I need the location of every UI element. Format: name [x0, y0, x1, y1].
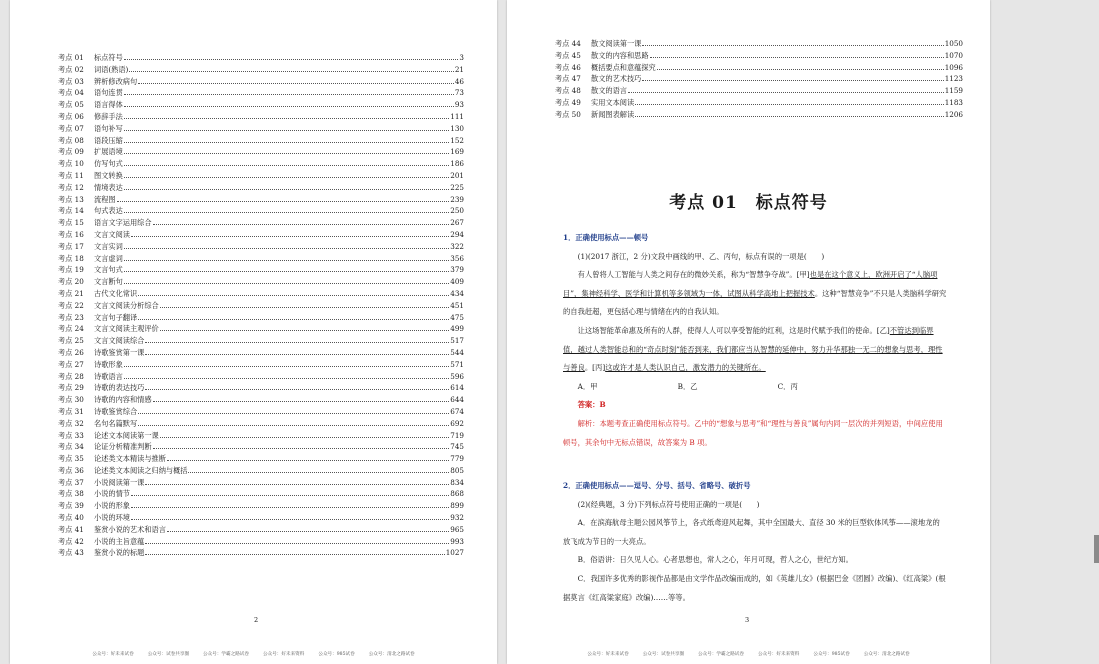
toc-entry-key: 考点 37	[58, 477, 84, 487]
toc-entry-key: 考点 31	[58, 406, 84, 416]
page-footer	[10, 651, 497, 657]
toc-entry-title: 标点符号	[94, 53, 123, 62]
answer: 答案：B	[577, 400, 606, 410]
toc-leader-dots	[153, 223, 450, 225]
toc-entry-page: 1050	[944, 39, 963, 48]
toc-entry-title: 流程图	[94, 194, 116, 204]
toc-entry-title: 文言文阅读综合	[94, 336, 145, 346]
toc-entry-title: 文言实词	[94, 241, 123, 251]
toc-leader-dots	[124, 377, 450, 379]
toc-entry-title: 文言虚词	[94, 253, 123, 263]
toc-entry-title: 文言句式	[94, 265, 123, 275]
toc-entry-key: 考点 05	[58, 100, 84, 110]
toc-entry-title: 小说的环境	[94, 513, 130, 523]
toc-entry-title: 诗歌的内容和情感	[94, 395, 152, 405]
toc-entry-key: 考点 43	[58, 548, 84, 558]
toc-entry-key: 考点 02	[58, 64, 84, 74]
toc-entry-title: 句式表达	[94, 206, 123, 216]
toc-entry-key: 考点 46	[555, 62, 581, 72]
passage-text: 有人曾将人工智能与人类之间存在的微妙关系，称为“智慧争夺战”。[甲]	[577, 270, 810, 280]
toc-entry-title: 文言文阅读	[94, 229, 130, 239]
toc-leader-dots	[145, 553, 444, 555]
option-b: B．俗语讲：日久见人心。心者思想也，常人之心，年月可现，哲人之心，世纪方知。	[577, 555, 853, 565]
toc-entry-key: 考点 08	[58, 135, 84, 145]
toc-entry[interactable]	[58, 465, 464, 477]
toc-entry[interactable]	[58, 406, 464, 418]
toc-entry-key: 考点 17	[58, 241, 84, 251]
toc-entry[interactable]	[555, 73, 963, 85]
footer-text: 公众号：好未来试卷	[92, 652, 134, 657]
toc-leader-dots	[145, 353, 449, 355]
page-number: 2	[254, 616, 259, 624]
toc-entry[interactable]	[555, 85, 963, 97]
toc-entry-page: 73	[454, 88, 464, 98]
footer-text: 公众号：学霸之路试卷	[203, 652, 249, 657]
toc-entry-page: 1070	[944, 50, 963, 60]
toc-entry[interactable]	[555, 50, 963, 62]
toc-entry-page: 46	[454, 76, 464, 86]
toc-entry-key: 考点 29	[58, 383, 84, 393]
toc-entry-page: 1096	[944, 62, 963, 72]
toc-entry-key: 考点 19	[58, 265, 84, 275]
toc-entry[interactable]	[58, 547, 464, 559]
toc-entry-title: 实用文本阅读	[591, 97, 635, 107]
toc-entry[interactable]	[58, 323, 464, 335]
toc-entry-title: 文言断句	[94, 277, 123, 287]
toc-leader-dots	[145, 388, 449, 390]
toc-entry-title: 散文阅读第一课	[591, 39, 642, 48]
toc-entry[interactable]	[58, 253, 464, 265]
toc-entry-title: 古代文化常识	[94, 288, 138, 298]
document-page-3	[507, 0, 990, 664]
toc-entry-title: 辨析修改病句	[94, 76, 138, 86]
toc-leader-dots	[124, 152, 450, 154]
toc-leader-dots	[145, 483, 449, 485]
table-of-contents	[58, 52, 464, 559]
passage-text: 让这场智能革命惠及所有的人群，使得人人可以享受智能的红利，这是时代赋予我们的使命。[乙]	[577, 325, 890, 335]
toc-leader-dots	[138, 294, 449, 296]
toc-entry-title: 诗歌鉴赏第一课	[94, 347, 145, 357]
toc-entry-key: 考点 32	[58, 418, 84, 428]
toc-leader-dots	[138, 412, 449, 414]
toc-entry-key: 考点 49	[555, 97, 581, 107]
question-block-2	[563, 477, 947, 607]
toc-leader-dots	[124, 58, 459, 60]
toc-entry-page: 152	[450, 135, 464, 145]
toc-leader-dots	[124, 105, 454, 107]
passage-paragraph	[563, 322, 947, 378]
toc-leader-dots	[124, 188, 450, 190]
toc-entry[interactable]	[58, 430, 464, 442]
toc-entry-key: 考点 50	[555, 109, 581, 119]
toc-entry-page: 21	[454, 64, 464, 74]
toc-entry[interactable]	[58, 241, 464, 253]
toc-entry-key: 考点 23	[58, 312, 84, 322]
toc-entry-page: 1027	[445, 548, 464, 558]
underlined-sentence: 这或许才是人类认识自己，激发潜力的关键所在。	[605, 363, 766, 373]
toc-entry-page: 719	[450, 430, 464, 440]
toc-entry-title: 语句补写	[94, 123, 123, 133]
toc-leader-dots	[160, 436, 450, 438]
option-c: C．丙	[777, 381, 798, 391]
toc-entry-key: 考点 26	[58, 347, 84, 357]
toc-entry-key: 考点 03	[58, 76, 84, 86]
answer-options	[563, 378, 947, 397]
footer-text: 公众号：好未来试卷	[587, 652, 629, 657]
toc-entry[interactable]	[58, 52, 464, 64]
toc-leader-dots	[124, 211, 450, 213]
toc-entry[interactable]	[58, 158, 464, 170]
toc-entry[interactable]	[58, 394, 464, 406]
toc-entry-title: 文言文阅读分析综合	[94, 300, 159, 310]
toc-entry-key: 考点 21	[58, 288, 84, 298]
toc-entry[interactable]	[58, 524, 464, 536]
toc-entry[interactable]	[58, 135, 464, 147]
toc-entry-title: 语言文字运用综合	[94, 218, 152, 228]
toc-entry-page: 93	[454, 100, 464, 110]
toc-entry-title: 诗歌形象	[94, 359, 123, 369]
toc-entry-key: 考点 24	[58, 324, 84, 334]
section-title: 考点 01 标点符号	[669, 193, 828, 213]
toc-entry-key: 考点 16	[58, 229, 84, 239]
toc-entry[interactable]	[58, 123, 464, 135]
toc-leader-dots	[635, 115, 944, 117]
toc-entry[interactable]	[58, 76, 464, 88]
toc-entry-key: 考点 38	[58, 489, 84, 499]
toc-leader-dots	[635, 103, 944, 105]
toc-leader-dots	[124, 164, 450, 166]
toc-entry-title: 论述类文本阅读之归纳与概括	[94, 465, 188, 475]
toc-leader-dots	[628, 91, 944, 93]
toc-entry-key: 考点 47	[555, 74, 581, 84]
toc-entry-key: 考点 25	[58, 336, 84, 346]
toc-entry-page: 692	[450, 418, 464, 428]
footer-text: 公众号：清北之路试卷	[368, 652, 415, 657]
toc-leader-dots	[145, 341, 449, 343]
toc-entry-page: 409	[450, 277, 464, 287]
toc-entry-key: 考点 04	[58, 88, 84, 98]
toc-leader-dots	[131, 494, 449, 496]
toc-entry-page: 294	[450, 229, 464, 239]
toc-entry-key: 考点 41	[58, 524, 84, 534]
toc-entry[interactable]	[58, 441, 464, 453]
toc-leader-dots	[124, 93, 454, 95]
toc-entry-key: 考点 18	[58, 253, 84, 263]
toc-entry-title: 散文的艺术技巧	[591, 74, 642, 84]
toc-entry-page: 745	[450, 442, 464, 452]
toc-entry-page: 322	[450, 241, 464, 251]
table-of-contents	[555, 38, 963, 121]
toc-entry[interactable]	[58, 217, 464, 229]
toc-entry[interactable]	[58, 335, 464, 347]
option-c: C．我国许多优秀的影视作品都是由文学作品改编而成的，如《英雄儿女》(根据巴金《团圆》改编)、《红高粱》(根据莫言《红高粱家庭》改编)……等等。	[563, 573, 946, 602]
passage-paragraph	[563, 266, 947, 322]
toc-entry-title: 情境表达	[94, 182, 123, 192]
toc-entry-title: 散文的内容和思路	[591, 50, 649, 60]
toc-entry[interactable]	[58, 182, 464, 194]
toc-entry-key: 考点 40	[58, 513, 84, 523]
toc-entry-page: 130	[450, 123, 464, 133]
toc-entry[interactable]	[58, 488, 464, 500]
toc-leader-dots	[160, 306, 450, 308]
toc-leader-dots	[138, 424, 449, 426]
toc-entry-page: 225	[450, 182, 464, 192]
footer-text: 公众号：好未来资料	[758, 652, 800, 657]
question-heading: 2．正确使用标点——逗号、分号、括号、省略号、破折号	[563, 481, 751, 490]
footer-text: 公众号：学霸之路试卷	[698, 652, 744, 657]
toc-entry[interactable]	[58, 64, 464, 76]
scrollbar-thumb[interactable]	[1094, 535, 1099, 563]
toc-entry-page: 644	[450, 395, 464, 405]
toc-leader-dots	[124, 270, 450, 272]
toc-entry-key: 考点 07	[58, 123, 84, 133]
toc-entry-title: 文言句子翻译	[94, 312, 138, 322]
toc-entry-key: 考点 30	[58, 395, 84, 405]
toc-entry-title: 论述类文本精读与推断	[94, 454, 166, 464]
toc-entry-page: 993	[450, 536, 464, 546]
toc-entry-key: 考点 35	[58, 454, 84, 464]
toc-entry[interactable]	[58, 312, 464, 324]
toc-entry-page: 674	[450, 406, 464, 416]
toc-entry-title: 图文转换	[94, 170, 123, 180]
toc-leader-dots	[642, 44, 943, 46]
toc-entry-title: 名句名篇默写	[94, 418, 138, 428]
toc-entry-title: 语言得体	[94, 100, 123, 110]
toc-entry[interactable]	[58, 146, 464, 158]
footer-text: 公众号：好未来资料	[263, 652, 305, 657]
toc-entry-page: 111	[450, 111, 464, 121]
toc-entry-key: 考点 44	[555, 39, 581, 48]
toc-entry-page: 1159	[944, 86, 963, 96]
toc-leader-dots	[124, 176, 450, 178]
toc-entry-page: 614	[450, 383, 464, 393]
toc-entry[interactable]	[58, 418, 464, 430]
toc-entry-key: 考点 12	[58, 182, 84, 192]
toc-leader-dots	[138, 318, 449, 320]
toc-entry[interactable]	[58, 453, 464, 465]
toc-entry-page: 356	[450, 253, 464, 263]
toc-entry-page: 434	[450, 288, 464, 298]
toc-entry-key: 考点 34	[58, 442, 84, 452]
toc-entry[interactable]	[58, 111, 464, 123]
question-stem: (1)(2017 浙江，2 分)文段中画线的甲、乙、丙句，标点有误的一项是( )	[577, 251, 825, 261]
toc-leader-dots	[642, 79, 943, 81]
toc-entry-title: 语句连贯	[94, 88, 123, 98]
toc-entry[interactable]	[58, 229, 464, 241]
toc-entry[interactable]	[58, 512, 464, 524]
toc-leader-dots	[124, 117, 450, 119]
question-stem: (2)(经典题，3 分)下列标点符号使用正确的一项是( )	[577, 499, 760, 509]
toc-entry-page: 868	[450, 489, 464, 499]
toc-entry[interactable]	[58, 382, 464, 394]
toc-entry[interactable]	[58, 205, 464, 217]
toc-leader-dots	[117, 200, 450, 202]
toc-leader-dots	[153, 400, 450, 402]
toc-entry-key: 考点 42	[58, 536, 84, 546]
toc-entry[interactable]	[58, 99, 464, 111]
toc-entry-page: 571	[450, 359, 464, 369]
toc-entry-key: 考点 01	[58, 53, 84, 62]
toc-entry-title: 诗歌的表达技巧	[94, 383, 145, 393]
toc-entry-title: 小说的主旨意蕴	[94, 536, 145, 546]
toc-leader-dots	[145, 542, 449, 544]
toc-entry-key: 考点 13	[58, 194, 84, 204]
toc-leader-dots	[138, 82, 454, 84]
toc-entry-title: 文言文阅读主观评价	[94, 324, 159, 334]
question-heading: 1．正确使用标点——顿号	[563, 233, 649, 242]
toc-entry-page: 965	[450, 524, 464, 534]
toc-leader-dots	[160, 329, 450, 331]
footer-text: 公众号：985试卷	[318, 652, 355, 657]
toc-entry-title: 新闻图表解读	[591, 109, 635, 119]
toc-entry-page: 544	[450, 347, 464, 357]
option-b: B．乙	[677, 381, 698, 391]
toc-leader-dots	[131, 235, 449, 237]
toc-entry-title: 散文的语言	[591, 86, 627, 96]
toc-entry[interactable]	[58, 347, 464, 359]
toc-entry[interactable]	[58, 194, 464, 206]
toc-leader-dots	[129, 70, 453, 72]
toc-entry-page: 1183	[944, 97, 963, 107]
toc-entry-key: 考点 20	[58, 277, 84, 287]
toc-leader-dots	[131, 506, 449, 508]
toc-entry-title: 语段压缩	[94, 135, 123, 145]
toc-leader-dots	[657, 68, 944, 70]
toc-entry-title: 修辞手法	[94, 111, 123, 121]
toc-entry-title: 扩展语境	[94, 147, 123, 157]
toc-entry-key: 考点 27	[58, 359, 84, 369]
toc-entry-page: 779	[450, 454, 464, 464]
toc-entry-title: 诗歌语言	[94, 371, 123, 381]
toc-entry-title: 论述文本阅读第一课	[94, 430, 159, 440]
toc-entry-title: 仿写句式	[94, 159, 123, 169]
toc-entry-title: 鉴赏小说的标题	[94, 548, 145, 558]
toc-entry-key: 考点 48	[555, 86, 581, 96]
toc-entry[interactable]	[555, 97, 963, 109]
toc-entry-page: 805	[450, 465, 464, 475]
toc-entry-key: 考点 09	[58, 147, 84, 157]
toc-leader-dots	[124, 365, 450, 367]
toc-entry[interactable]	[58, 477, 464, 489]
toc-entry-page: 932	[450, 513, 464, 523]
toc-leader-dots	[131, 518, 449, 520]
toc-leader-dots	[167, 459, 449, 461]
toc-entry-title: 小说阅读第一课	[94, 477, 145, 487]
toc-entry-page: 517	[450, 336, 464, 346]
toc-entry[interactable]	[58, 170, 464, 182]
toc-entry-page: 499	[450, 324, 464, 334]
toc-entry[interactable]	[555, 109, 963, 121]
toc-entry[interactable]	[58, 276, 464, 288]
option-a: A．在滨海航母主题公园风筝节上，各式纸鸢迎风起舞，其中全国最大、直径 30 米的巨型软体风筝——滚地龙的放飞成为节日的一大亮点。	[563, 518, 940, 546]
toc-entry-page: 379	[450, 265, 464, 275]
toc-entry-page: 834	[450, 477, 464, 487]
toc-entry-key: 考点 10	[58, 159, 84, 169]
toc-entry[interactable]	[58, 288, 464, 300]
toc-leader-dots	[124, 141, 450, 143]
toc-entry-page: 1123	[944, 74, 963, 84]
toc-entry-key: 考点 45	[555, 50, 581, 60]
toc-entry-key: 考点 14	[58, 206, 84, 216]
underlined-sentence: 不管达到临界值，越过人类智能总和的“奇点时刻”能否到来，我们都应当从智慧的延伸中，努力升华那独一无二的想象与思考，理性与善良	[563, 325, 943, 373]
toc-entry-page: 186	[450, 159, 464, 169]
toc-leader-dots	[124, 282, 450, 284]
footer-text: 公众号：试卷共享圈	[147, 652, 190, 657]
toc-entry-key: 考点 33	[58, 430, 84, 440]
toc-entry-page: 1206	[944, 109, 963, 119]
toc-entry-title: 词语(熟语)	[94, 64, 129, 74]
footer-text: 公众号：985试卷	[813, 652, 850, 657]
toc-entry-page: 596	[450, 371, 464, 381]
explanation: 解析：本题考查正确使用标点符号。乙中的“想象与思考”和“理性与善良”属句内同一层次的并列短语，中间应使用顿号，其余句中无标点错误，故答案为 B 项。	[563, 418, 943, 447]
toc-entry-page: 250	[450, 206, 464, 216]
toc-entry-page: 267	[450, 218, 464, 228]
toc-entry[interactable]	[555, 38, 963, 50]
question-block-1	[563, 229, 947, 452]
toc-entry-title: 诗歌鉴赏综合	[94, 406, 138, 416]
toc-entry[interactable]	[58, 300, 464, 312]
page-footer	[507, 651, 990, 657]
toc-entry-key: 考点 11	[58, 170, 84, 180]
footer-text: 公众号：试卷共享圈	[642, 652, 685, 657]
option-a: A．甲	[577, 381, 598, 391]
toc-entry[interactable]	[58, 87, 464, 99]
toc-entry-page: 169	[450, 147, 464, 157]
page-number: 3	[745, 616, 750, 624]
toc-entry-page: 3	[459, 53, 464, 62]
toc-entry-page: 201	[450, 170, 464, 180]
toc-entry-title: 论证分析精准判断	[94, 442, 152, 452]
toc-entry-key: 考点 28	[58, 371, 84, 381]
underlined-sentence: 也是在这个意义上，欧洲开启了“人脑项目”，集神经科学、医学和计算机等多领域为一体，试图从科学高地上把握技术	[563, 270, 938, 298]
toc-leader-dots	[124, 247, 450, 249]
toc-leader-dots	[167, 530, 449, 532]
toc-leader-dots	[124, 259, 450, 261]
toc-leader-dots	[124, 129, 450, 131]
passage-text: 。[丙]	[584, 363, 606, 373]
toc-entry-key: 考点 36	[58, 465, 84, 475]
toc-entry[interactable]	[58, 359, 464, 371]
toc-entry[interactable]	[555, 62, 963, 74]
toc-entry-title: 小说的形象	[94, 501, 130, 511]
toc-entry-page: 475	[450, 312, 464, 322]
footer-text: 公众号：清北之路试卷	[863, 652, 910, 657]
toc-entry-key: 考点 06	[58, 111, 84, 121]
toc-leader-dots	[650, 56, 944, 58]
document-page-2	[10, 0, 497, 664]
toc-entry[interactable]	[58, 371, 464, 383]
toc-leader-dots	[153, 447, 450, 449]
toc-entry[interactable]	[58, 536, 464, 548]
toc-entry-title: 鉴赏小说的艺术和语言	[94, 524, 166, 534]
toc-entry-key: 考点 15	[58, 218, 84, 228]
toc-entry-title: 概括要点和意蕴探究	[591, 62, 656, 72]
toc-entry-key: 考点 22	[58, 300, 84, 310]
toc-entry-title: 小说的情节	[94, 489, 130, 499]
toc-entry-page: 239	[450, 194, 464, 204]
toc-entry-page: 451	[450, 300, 464, 310]
passage-text: 。这种“智慧竞争”不只是人类脑科学研究的自我赶超，更包括心理与情绪在内的自我认知。	[563, 288, 947, 317]
toc-leader-dots	[188, 471, 449, 473]
toc-entry[interactable]	[58, 500, 464, 512]
toc-entry-page: 899	[450, 501, 464, 511]
toc-entry-key: 考点 39	[58, 501, 84, 511]
toc-entry[interactable]	[58, 264, 464, 276]
